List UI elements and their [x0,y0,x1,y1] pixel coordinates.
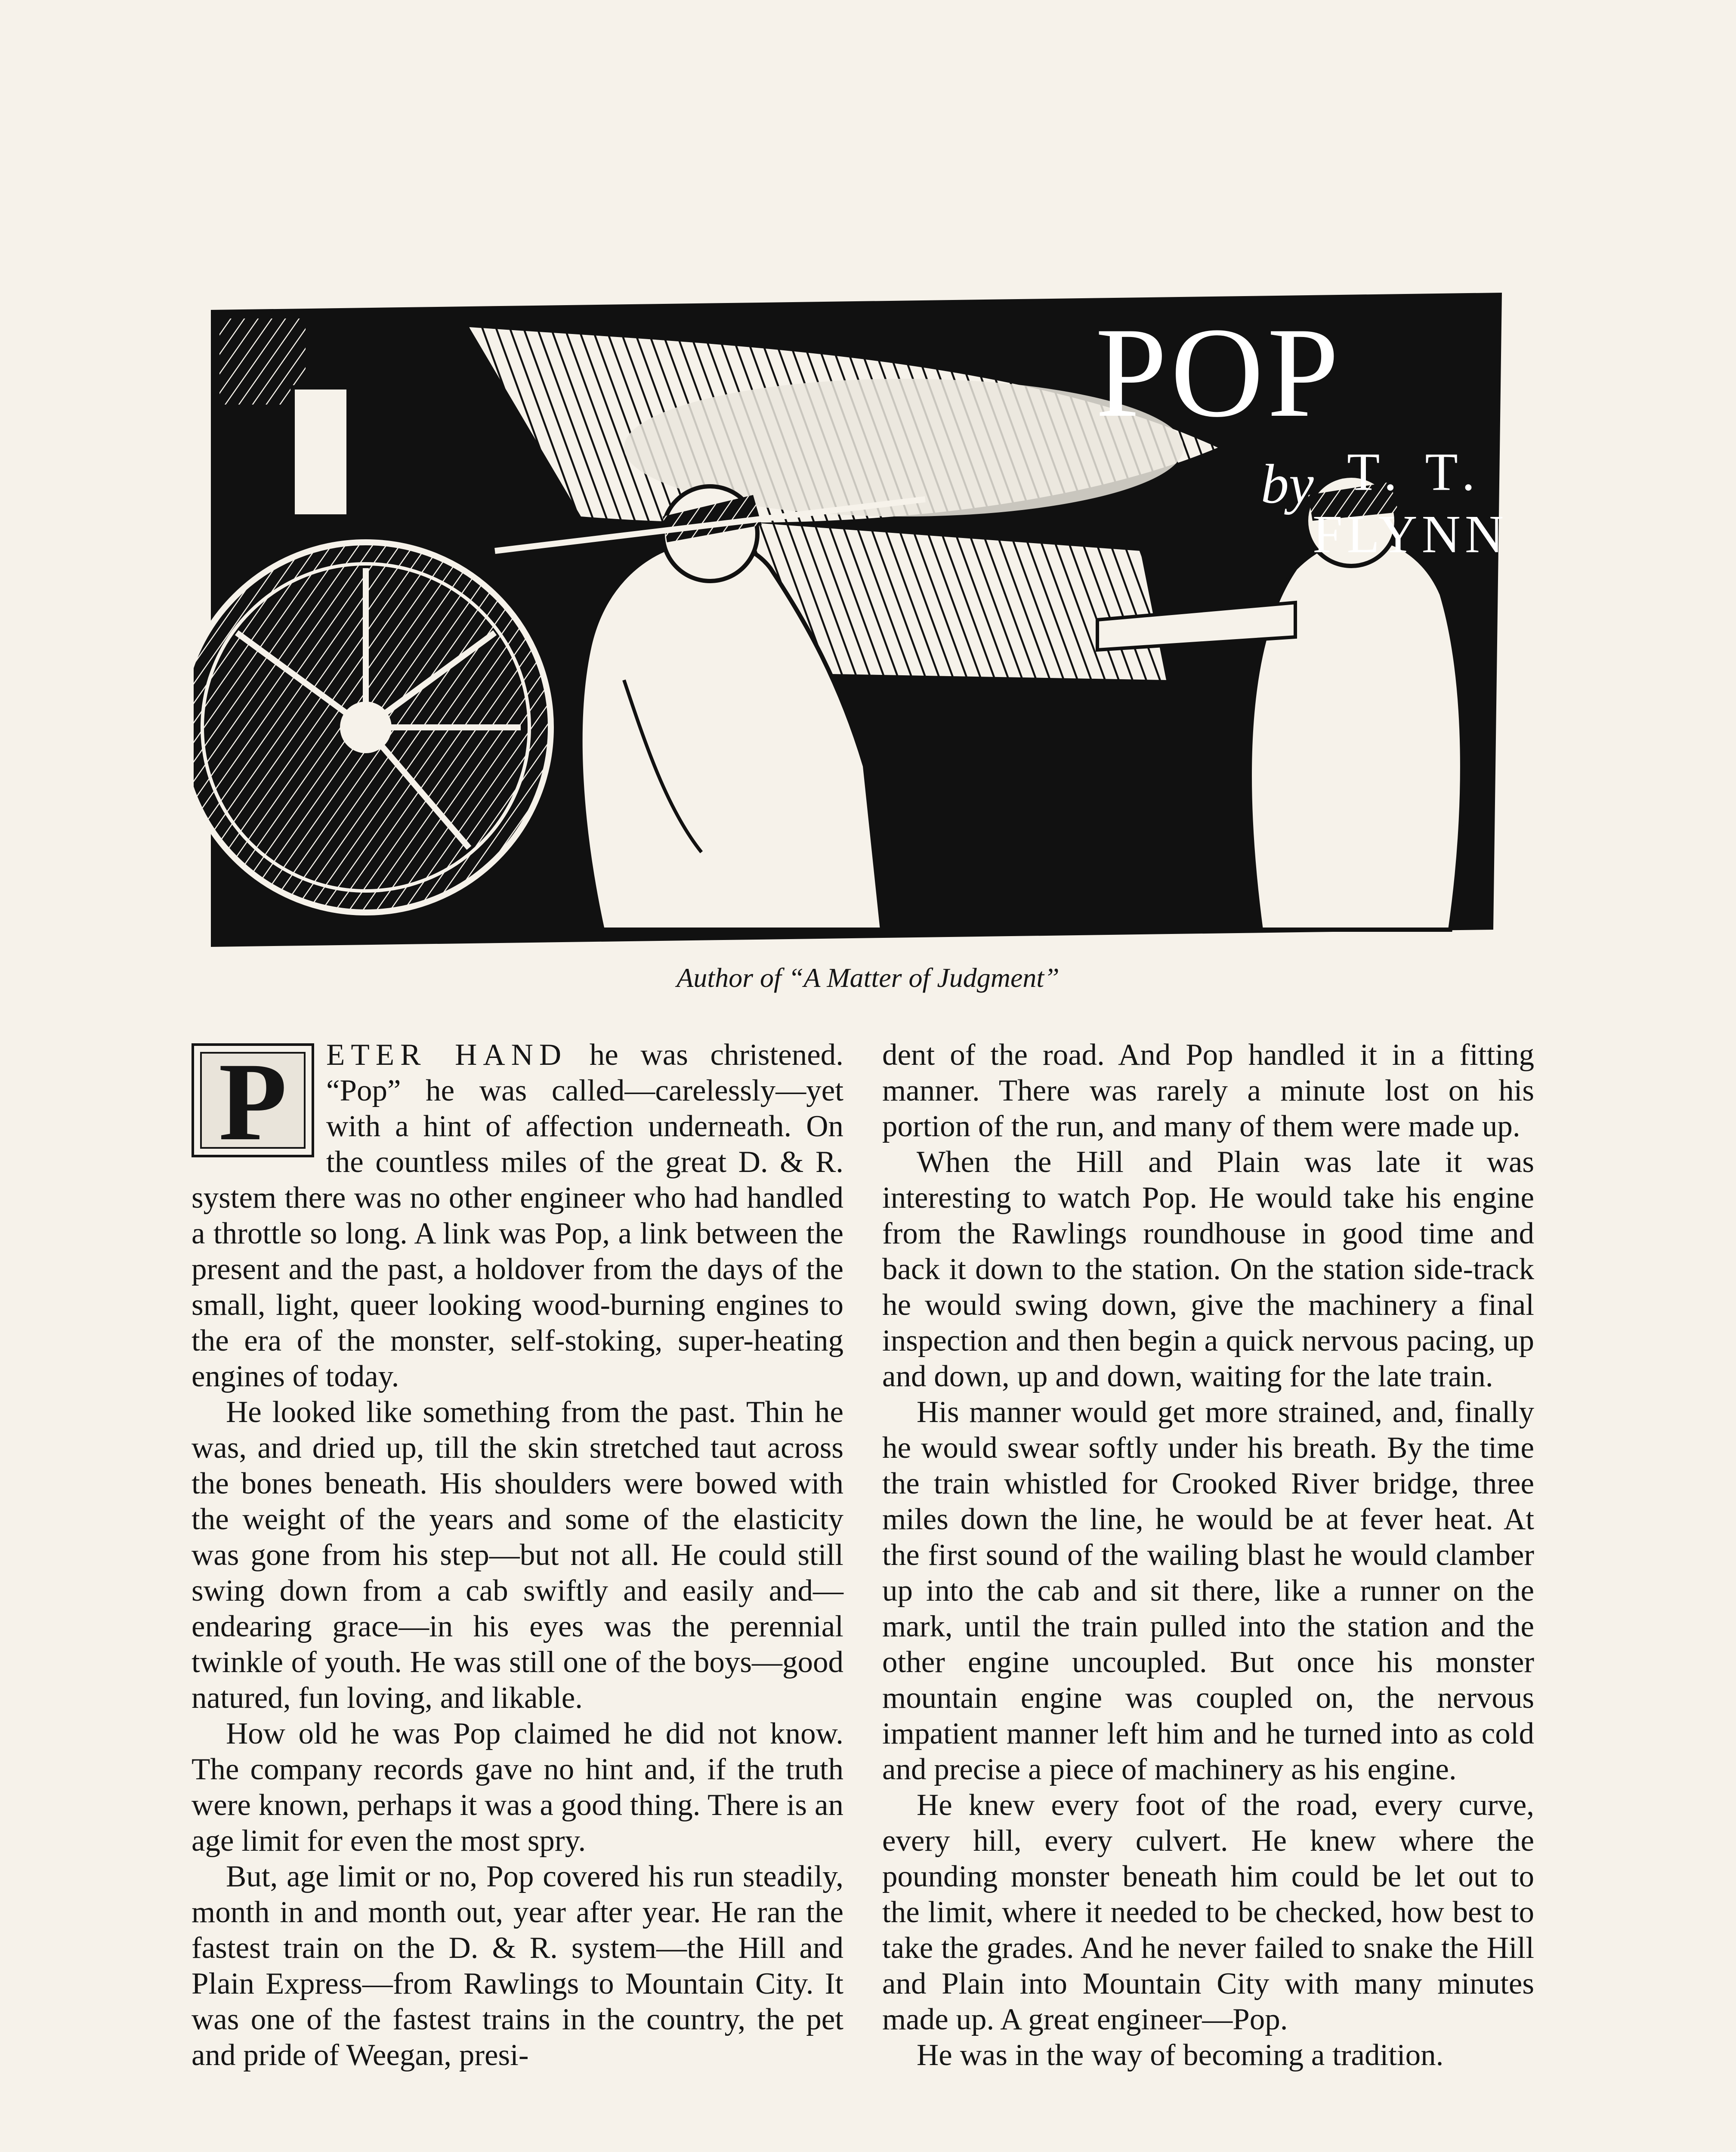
paragraph: But, age limit or no, Pop covered his run steadily, month in and month out, year after year. He ran the fastest train on the D. & R. system—the Hill and Plain Express—from Rawlings to Mountain City. It was one of the fastest trains in the country, the pet and pride of Weegan, presi- [192,1860,843,2072]
paragraph [192,1037,843,1394]
lead-in-caps: ETER HAND [326,1038,568,1072]
text-column-right [882,1037,1534,2073]
drop-cap [192,1040,314,1164]
paragraph: When the Hill and Plain was late it was interesting to watch Pop. He would take his engine from the Rawlings roundhouse in good time and back it down to the station. On the station side-track he would swing down, give the machinery a final inspection and then begin a quick nervous pacing, up and down, up and down, waiting for the late train. [882,1145,1534,1393]
byline-author-surname: FLYNN [1313,505,1508,564]
paragraph: How old he was Pop claimed he did not know. The company records gave no hint and, if the truth were known, perhaps it was a good thing. There is an age limit for even the most spry. [192,1717,843,1858]
paragraph: He knew every foot of the road, every curve, every hill, every culvert. He knew where the pounding monster beneath him could be let out to the limit, where it needed to be checked, how best to take the grades. And he never failed to snake the Hill and Plain into Mountain City with many minutes made up. A great engineer—Pop. [882,1788,1534,2036]
text-column-left [192,1037,843,2073]
paragraph: dent of the road. And Pop handled it in a fitting manner. There was rarely a minute lost on his portion of the run, and many of them were made up. [882,1038,1534,1143]
paragraph-text: he was christened. “Pop” he was called—carelessly—yet with a hint of affection underneath. On the countless miles of the great D. & R. system there was no other engineer who had handled a throttle so long. A link was Pop, a link between the present and the past, a holdover from the days of the small, light, queer looking wood-burning engines to the era of the monster, self-stoking, super-heating engines of today. [192,1038,843,1393]
drop-cap-letter: P [200,1052,306,1149]
story-title: POP [1095,301,1343,444]
byline-author-initials: T. T. [1347,442,1483,502]
author-credit-caption: Author of “A Matter of Judgment” [676,962,1060,993]
paragraph: He was in the way of becoming a tradition. [917,2038,1444,2072]
paragraph: His manner would get more strained, and, finally he would swear softly under his breath. By the time the train whistled for Crooked River bridge, three miles down the line, he would be at fever heat. At the first sound of the wailing blast he would clamber up into the cab and sit there, like a runner on the mark, until the train pulled into the station and the other engine uncoupled. But once his monster mountain engine was coupled on, the nervous impatient manner left him and he turned into as cold and precise a piece of machinery as his engine. [882,1395,1534,1786]
byline-by: by [1261,453,1314,515]
paragraph: He looked like something from the past. Thin he was, and dried up, till the skin stretched taut across the bones beneath. His shoulders were bowed with the weight of the years and some of the elasticity was gone from his step—but not all. He could still swing down from a cab swiftly and easily and—endearing grace—in his eyes was the perennial twinkle of youth. He was still one of the boys—good natured, fun loving, and likable. [192,1395,843,1715]
